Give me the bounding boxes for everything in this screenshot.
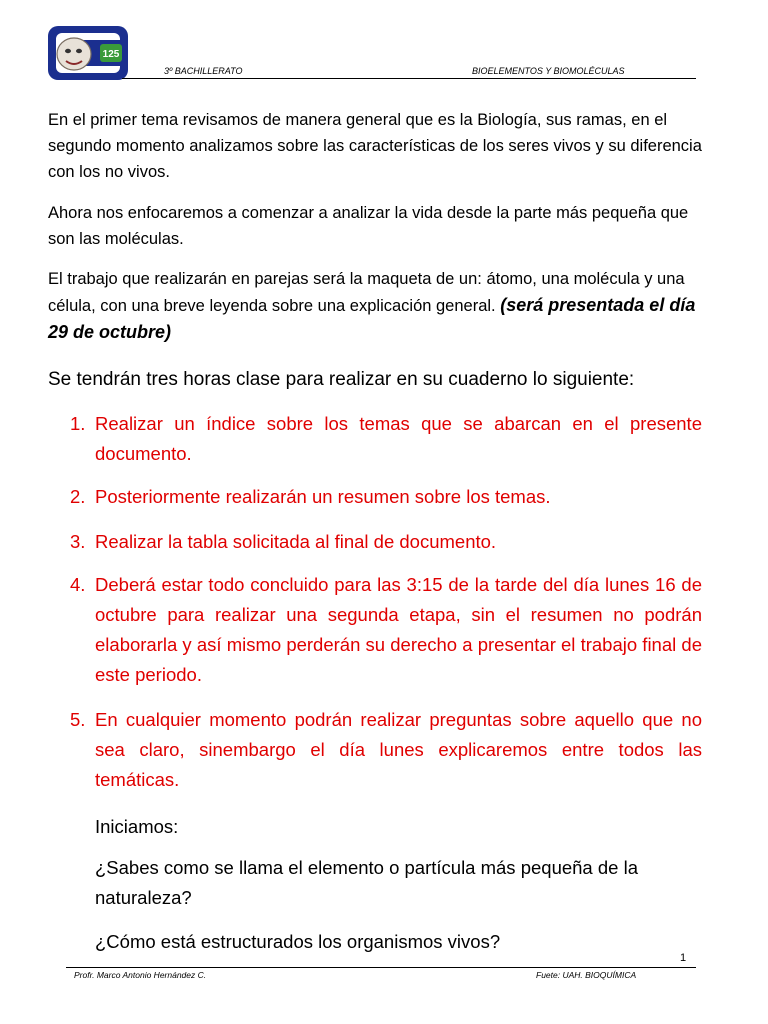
list-number: 2.	[70, 486, 86, 507]
list-item	[70, 409, 702, 469]
intro-paragraph-3	[48, 266, 710, 346]
footer-source: Fuete: UAH. BIOQUÍMICA	[536, 970, 637, 980]
footer-author: Profr. Marco Antonio Hernández C.	[74, 970, 207, 980]
list-text: Realizar un índice sobre los temas que se abarcan en el presente documento.	[95, 413, 702, 464]
question-organism-structure: ¿Cómo está estructurados los organismos vivos?	[95, 931, 501, 952]
list-text: Deberá estar todo concluido para las 3:15 de la tarde del día lunes 16 de octubre para realizar una segunda etapa, sin el resumen no podrán elaborarla y así mismo perderán su derecho a presentar el trabajo final de este periodo.	[95, 574, 702, 685]
list-item	[70, 527, 702, 557]
footer-divider	[66, 967, 696, 968]
project-description: El trabajo que realizarán en parejas será la maqueta de un: átomo, una molécula y una célula, con una breve leyenda sobre una explicación general.	[48, 270, 685, 315]
list-item	[70, 482, 702, 512]
instructions-lead: Se tendrán tres horas clase para realizar en su cuaderno lo siguiente:	[48, 369, 635, 390]
list-number: 3.	[70, 531, 86, 552]
list-item	[70, 570, 702, 690]
header-course: 3º BACHILLERATO	[164, 66, 243, 76]
intro-paragraph-1: En el primer tema revisamos de manera general que es la Biología, sus ramas, en el segundo momento analizamos sobre las características de los seres vivos y su diferencia con los no vivos.	[48, 111, 702, 181]
question-smallest-particle: ¿Sabes como se llama el elemento o partícula más pequeña de la naturaleza?	[95, 857, 638, 908]
header-topic: BIOELEMENTOS Y BIOMOLÉCULAS	[472, 66, 625, 76]
page-number: 1	[680, 952, 687, 964]
list-text: Realizar la tabla solicitada al final de documento.	[95, 531, 497, 552]
list-item	[70, 705, 702, 795]
list-number: 1.	[70, 413, 86, 434]
list-number: 5.	[70, 709, 86, 730]
start-label: Iniciamos:	[95, 816, 179, 837]
school-logo	[46, 24, 130, 82]
intro-paragraph-2: Ahora nos enfocaremos a comenzar a analizar la vida desde la parte más pequeña que son las moléculas.	[48, 204, 689, 248]
list-text: Posteriormente realizarán un resumen sobre los temas.	[95, 486, 551, 507]
logo-number: 125	[102, 49, 120, 60]
list-text: En cualquier momento podrán realizar preguntas sobre aquello que no sea claro, sinembargo el día lunes explicaremos entre todos las temáticas.	[95, 709, 702, 790]
header-divider	[122, 78, 696, 79]
presentation-date-note: (será presentada el día 29 de octubre)	[48, 295, 696, 342]
list-number: 4.	[70, 574, 86, 595]
